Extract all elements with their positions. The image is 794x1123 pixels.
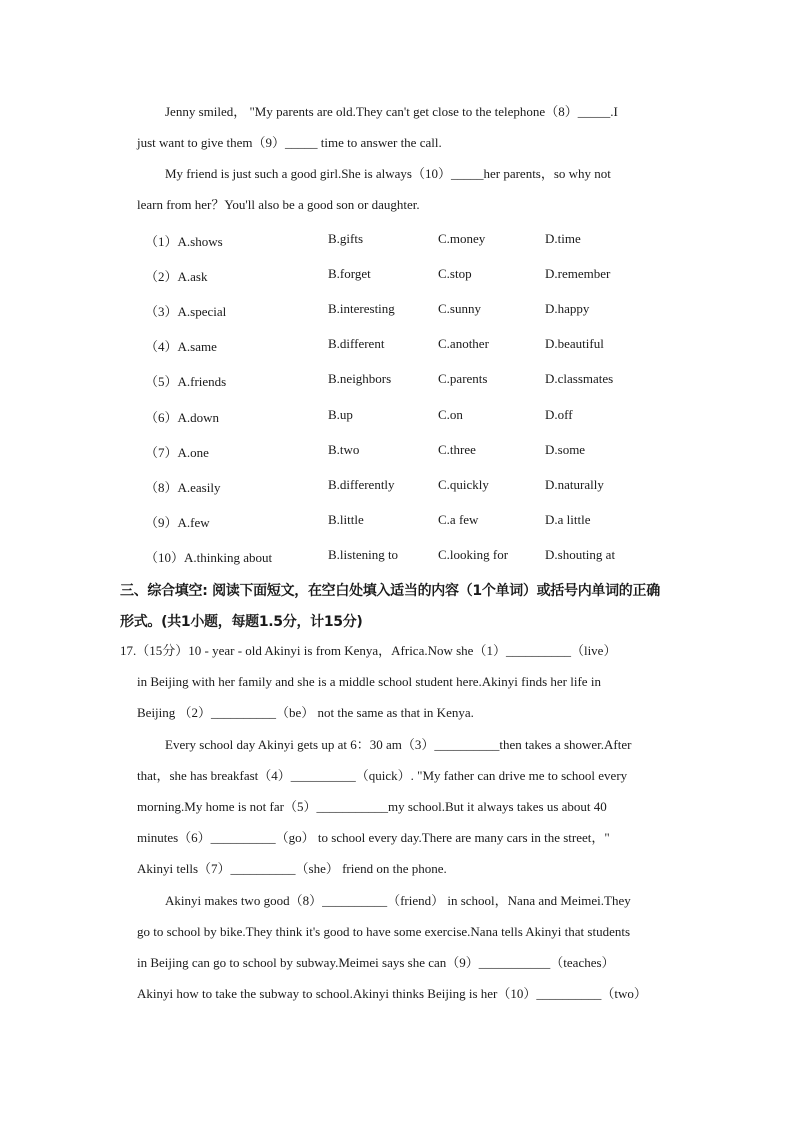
option-b: B.interesting bbox=[328, 301, 395, 316]
q17-line-5: that，she has breakfast（4）__________（quick）. "My father can drive me to school every bbox=[137, 768, 628, 783]
option-row bbox=[0, 266, 794, 282]
option-a: （9）A.few bbox=[145, 515, 210, 530]
option-d: D.classmates bbox=[545, 371, 614, 386]
option-a: （8）A.easily bbox=[145, 480, 221, 495]
option-a: （3）A.special bbox=[145, 304, 227, 319]
option-d: D.naturally bbox=[545, 477, 604, 492]
option-a: （5）A.friends bbox=[145, 374, 227, 389]
q17-line-12: Akinyi how to take the subway to school.Akinyi thinks Beijing is her（10）__________（two） bbox=[137, 986, 647, 1001]
option-a: （7）A.one bbox=[145, 445, 209, 460]
option-b: B.little bbox=[328, 512, 364, 527]
q17-line-7: minutes（6）__________（go） to school every day.There are many cars in the street，" bbox=[137, 830, 610, 845]
option-d: D.happy bbox=[545, 301, 590, 316]
option-c: C.on bbox=[438, 407, 463, 422]
option-c: C.quickly bbox=[438, 477, 489, 492]
q17-line-10: go to school by bike.They think it's good to have some exercise.Nana tells Akinyi that students bbox=[137, 924, 631, 939]
option-c: C.another bbox=[438, 336, 489, 351]
option-b: B.gifts bbox=[328, 231, 364, 246]
option-row bbox=[0, 407, 794, 423]
option-a: （2）A.ask bbox=[145, 269, 208, 284]
q17-line-11: in Beijing can go to school by subway.Meimei says she can（9）___________（teaches） bbox=[137, 955, 615, 970]
q17-line-8: Akinyi tells（7）__________（she） friend on the phone. bbox=[137, 861, 447, 876]
option-d: D.a little bbox=[545, 512, 591, 527]
q17-line-9: Akinyi makes two good（8）__________（friend） in school，Nana and Meimei.They bbox=[165, 893, 631, 908]
option-c: C.three bbox=[438, 442, 476, 457]
option-c: C.money bbox=[438, 231, 486, 246]
option-d: D.off bbox=[545, 407, 573, 422]
option-d: D.remember bbox=[545, 266, 611, 281]
option-b: B.forget bbox=[328, 266, 371, 281]
option-b: B.up bbox=[328, 407, 353, 422]
option-row bbox=[0, 477, 794, 493]
q17-line-4: Every school day Akinyi gets up at 6：30 am（3）__________then takes a shower.After bbox=[165, 737, 632, 752]
option-row bbox=[0, 512, 794, 528]
option-d: D.beautiful bbox=[545, 336, 604, 351]
q17-line-1: 17.（15分）10 - year - old Akinyi is from Kenya，Africa.Now she（1）__________（live） bbox=[120, 643, 617, 658]
option-row bbox=[0, 231, 794, 247]
option-a: （1）A.shows bbox=[145, 234, 223, 249]
option-d: D.shouting at bbox=[545, 547, 616, 562]
option-a: （6）A.down bbox=[145, 410, 220, 425]
option-row bbox=[0, 301, 794, 317]
passage-line-2: just want to give them（9）_____ time to answer the call. bbox=[137, 135, 442, 150]
q17-line-3: Beijing （2）__________（be） not the same as that in Kenya. bbox=[137, 705, 474, 720]
section-heading-line-2: 形式。(共1小题，每题1.5分，计15分) bbox=[120, 614, 363, 630]
option-row bbox=[0, 442, 794, 458]
option-c: C.stop bbox=[438, 266, 472, 281]
option-row bbox=[0, 336, 794, 352]
q17-line-6: morning.My home is not far（5）___________my school.But it always takes us about 40 bbox=[137, 799, 607, 814]
section-heading-line-1: 三、综合填空: 阅读下面短文，在空白处填入适当的内容（1个单词）或括号内单词的正确 bbox=[120, 583, 660, 599]
option-b: B.differently bbox=[328, 477, 395, 492]
option-b: B.two bbox=[328, 442, 360, 457]
option-a: （4）A.same bbox=[145, 339, 217, 354]
option-row bbox=[0, 547, 794, 563]
passage-line-4: learn from her？You'll also be a good son or daughter. bbox=[137, 197, 420, 212]
option-b: B.listening to bbox=[328, 547, 399, 562]
option-d: D.time bbox=[545, 231, 581, 246]
option-row bbox=[0, 371, 794, 387]
option-b: B.different bbox=[328, 336, 385, 351]
option-c: C.parents bbox=[438, 371, 488, 386]
passage-line-1: Jenny smiled， "My parents are old.They can't get close to the telephone（8）_____.I bbox=[165, 104, 618, 119]
option-b: B.neighbors bbox=[328, 371, 392, 386]
option-d: D.some bbox=[545, 442, 586, 457]
q17-line-2: in Beijing with her family and she is a middle school student here.Akinyi finds her life in bbox=[137, 674, 601, 689]
passage-line-3: My friend is just such a good girl.She is always（10）_____her parents，so why not bbox=[165, 166, 611, 181]
option-c: C.sunny bbox=[438, 301, 481, 316]
option-a: （10）A.thinking about bbox=[145, 550, 273, 565]
option-c: C.looking for bbox=[438, 547, 509, 562]
option-c: C.a few bbox=[438, 512, 479, 527]
